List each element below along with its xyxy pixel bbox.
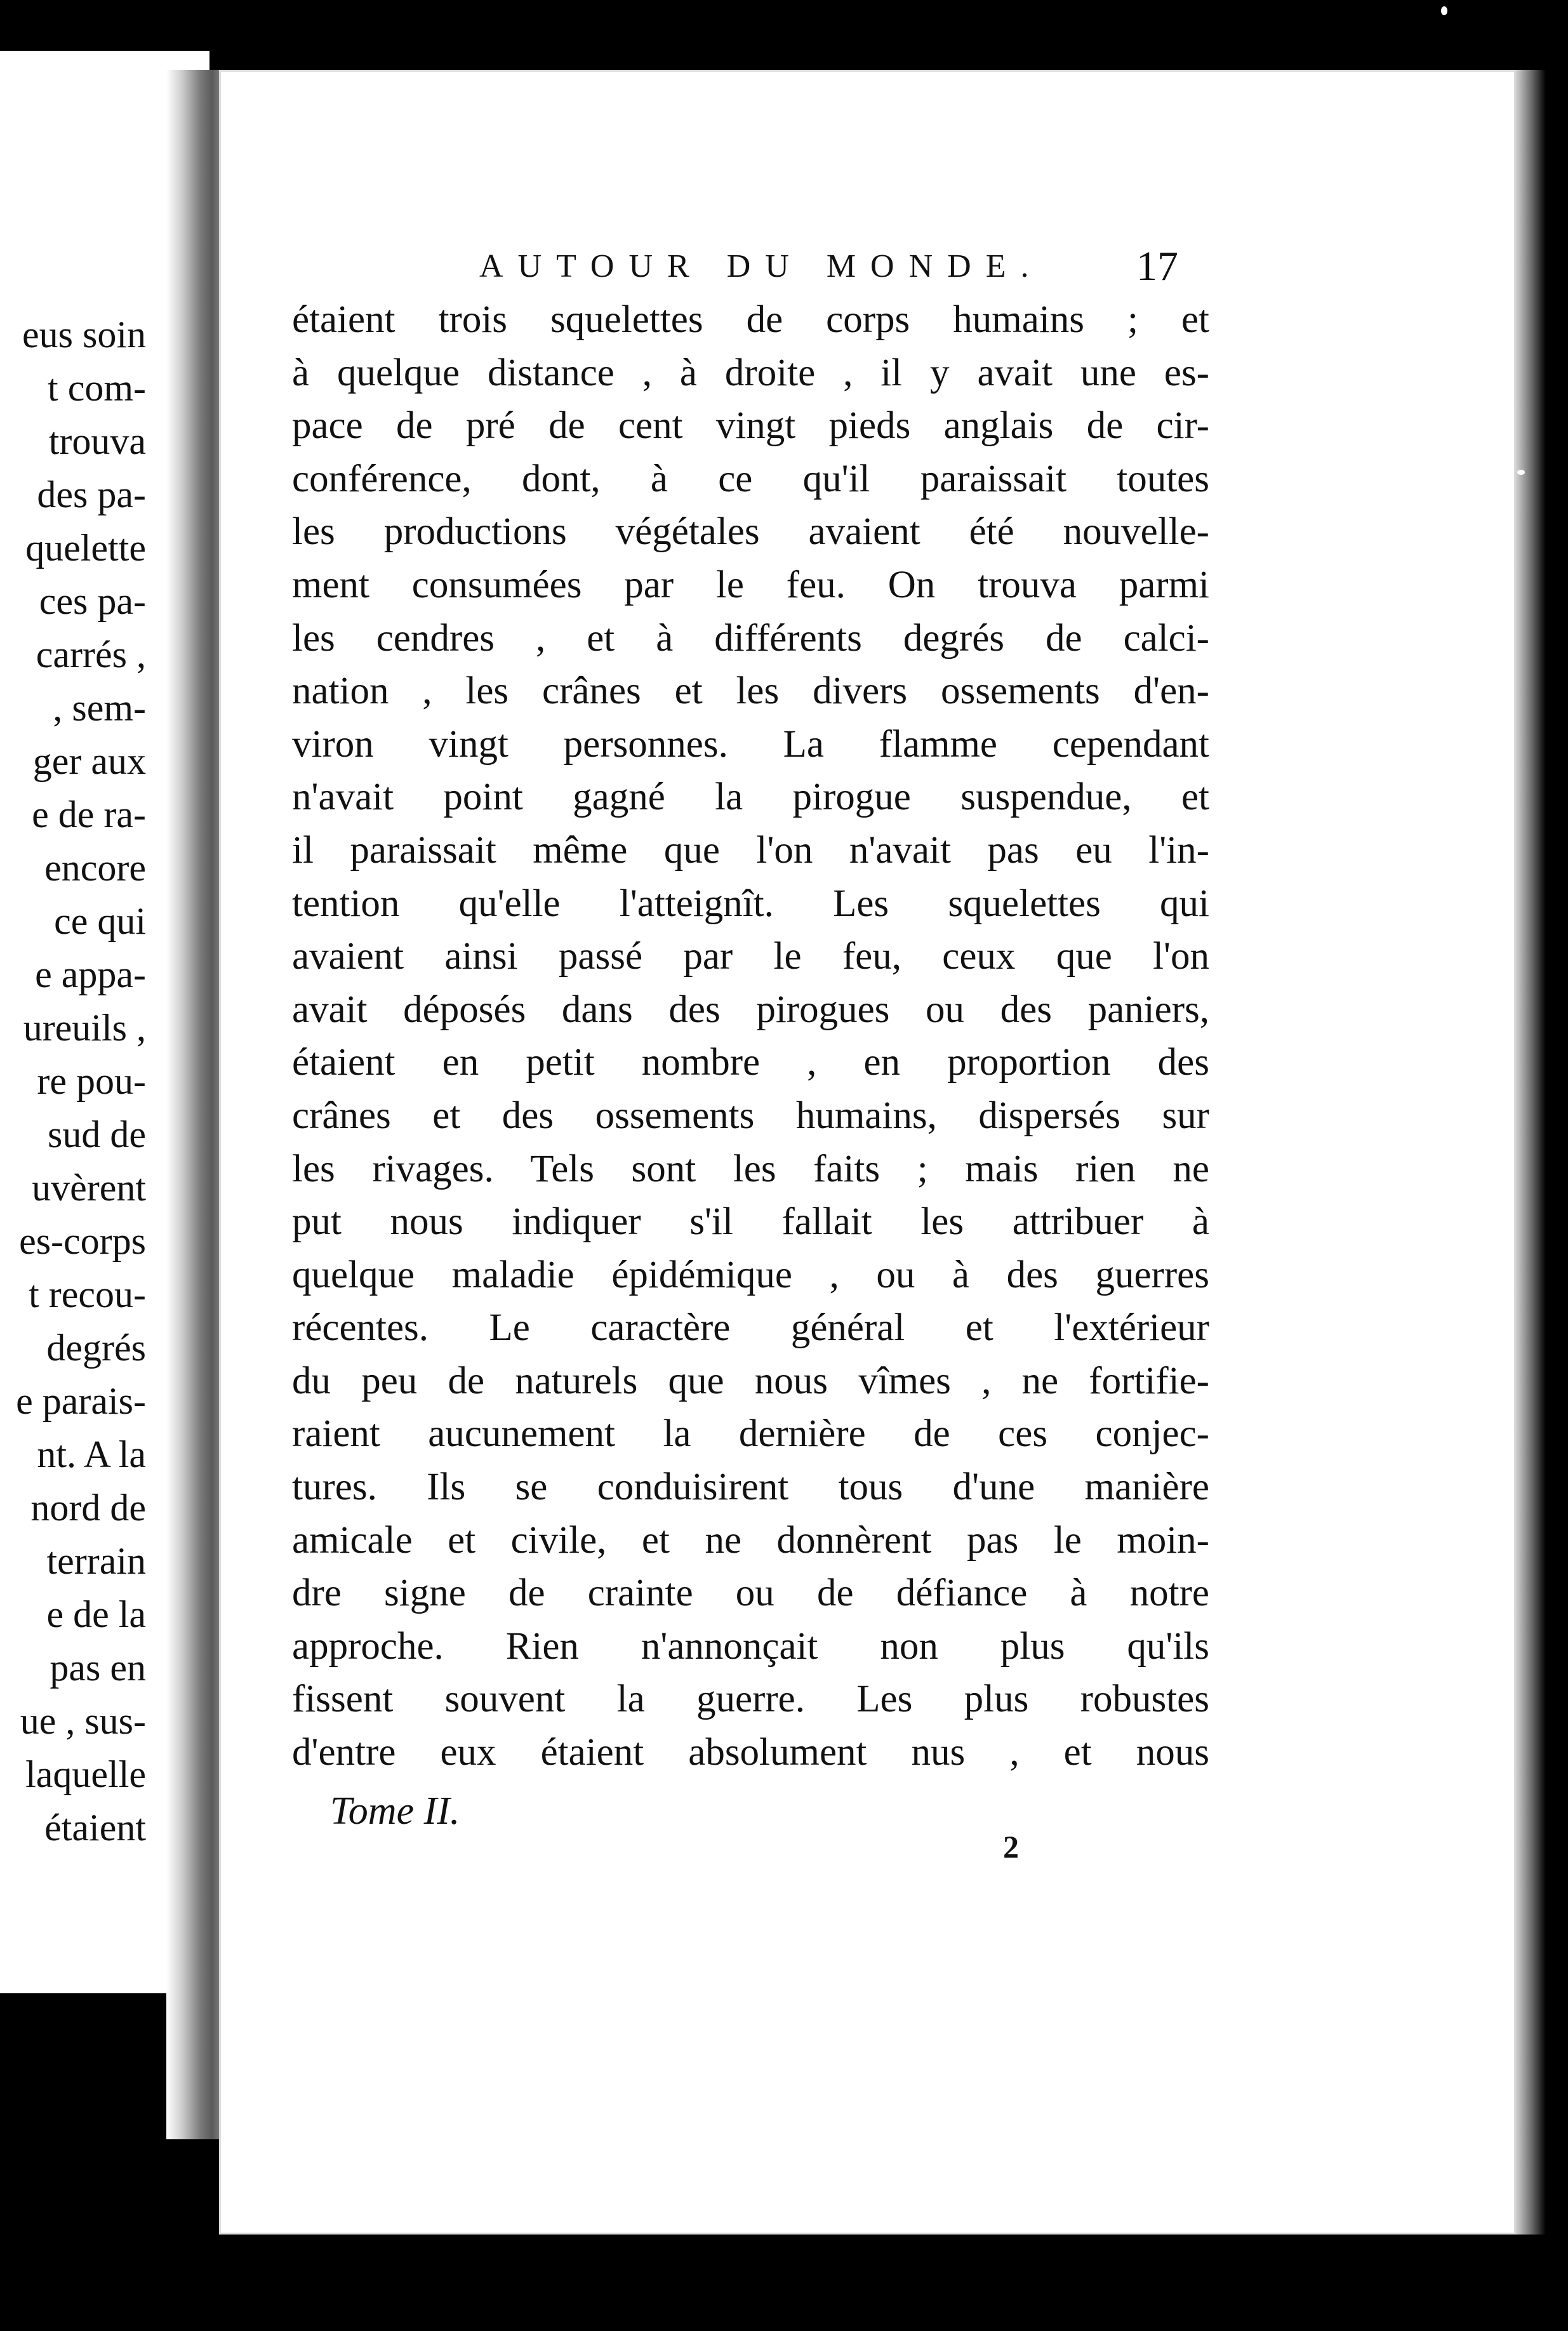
previous-page-line: re pou- [37,1060,146,1102]
dust-speck [1441,6,1447,15]
text-line: tention qu'elle l'atteignît. Les squelettes qui [292,882,1209,925]
text-line: conférence, dont, à ce qu'il paraissait toutes [292,457,1209,500]
text-line: les cendres , et à différents degrés de calci- [292,616,1209,660]
previous-page-line: eus soin [22,314,146,355]
previous-page-line: pas en [50,1647,146,1689]
previous-page-line: trouva [48,420,146,462]
previous-page-line: e de la [46,1593,146,1635]
text-line: à quelque distance , à droite , il y avait une es- [292,351,1209,394]
text-line: amicale et civile, et ne donnèrent pas le moin- [292,1518,1209,1562]
previous-page-line: quelette [25,527,146,569]
page-edge-shadow [1514,70,1546,2235]
text-line: approche. Rien n'annonçait non plus qu'ils [292,1624,1209,1668]
text-line: viron vingt personnes. La flamme cependant [292,722,1209,766]
previous-page-line: ue , sus- [20,1700,146,1742]
previous-page-line: ces pa- [39,580,146,622]
text-line: crânes et des ossements humains, dispersés sur [292,1094,1209,1137]
running-head: AUTOUR DU MONDE. [479,248,1044,284]
text-line: les productions végétales avaient été nouvelle- [292,510,1209,554]
previous-page-line: degrés [46,1327,146,1369]
previous-page-line: t com- [48,367,146,409]
text-line: d'entre eux étaient absolument nus , et nous [292,1731,1209,1774]
previous-page-line: t recou- [29,1273,146,1315]
volume-footer: Tome II. [330,1790,460,1833]
previous-page-line: ureuils , [23,1007,146,1049]
text-line: étaient en petit nombre , en proportion des [292,1041,1209,1084]
previous-page-line: carrés , [36,634,146,675]
previous-page-line: encore [44,847,146,889]
text-line: dre signe de crainte ou de défiance à notre [292,1572,1209,1615]
text-line: étaient trois squelettes de corps humains ; et [292,298,1209,341]
text-line: récentes. Le caractère général et l'extérieur [292,1306,1209,1350]
text-line: du peu de naturels que nous vîmes , ne fortifie- [292,1359,1209,1402]
text-line: nation , les crânes et les divers ossements d'en- [292,670,1209,713]
previous-page-line: ger aux [32,740,146,782]
text-line: avait déposés dans des pirogues ou des paniers, [292,988,1209,1031]
text-line: les rivages. Tels sont les faits ; mais rien ne [292,1147,1209,1190]
previous-page-line: es-corps [19,1220,146,1262]
page-number: 17 [1136,243,1178,289]
text-line: put nous indiquer s'il fallait les attribuer à [292,1200,1209,1244]
previous-page-line: nt. A la [37,1433,146,1475]
previous-page-line: e appa- [35,953,146,995]
previous-page-line: e parais- [16,1380,146,1422]
previous-page-line: terrain [46,1540,146,1582]
dust-speck [1485,1771,1492,1775]
text-line: raient aucunement la dernière de ces conjec- [292,1412,1209,1456]
text-line: pace de pré de cent vingt pieds anglais de cir- [292,404,1209,448]
signature-mark: 2 [1003,1829,1019,1864]
text-line: avaient ainsi passé par le feu, ceux que l'on [292,935,1209,978]
text-line: tures. Ils se conduisirent tous d'une manière [292,1466,1209,1509]
previous-page-line: des pa- [37,474,146,515]
previous-page-line: sud de [48,1113,146,1155]
previous-page-line: , sem- [53,687,146,729]
previous-page-line: e de ra- [32,794,146,835]
text-line: quelque maladie épidémique , ou à des guerres [292,1253,1209,1296]
previous-page-line: uvèrent [32,1167,146,1209]
dust-speck [1517,470,1525,475]
text-line: il paraissait même que l'on n'avait pas eu l'in- [292,828,1209,872]
text-line: n'avait point gagné la pirogue suspendue, et [292,776,1209,819]
previous-page-line: étaient [44,1807,146,1849]
text-line: ment consumées par le feu. On trouva parmi [292,563,1209,606]
previous-page-line: ce qui [54,900,146,942]
previous-page-line: nord de [30,1487,146,1529]
previous-page-text [0,308,146,1854]
previous-page-line: laquelle [25,1753,146,1795]
text-line: fissent souvent la guerre. Les plus robustes [292,1678,1209,1721]
page-body-text [292,293,1209,1779]
